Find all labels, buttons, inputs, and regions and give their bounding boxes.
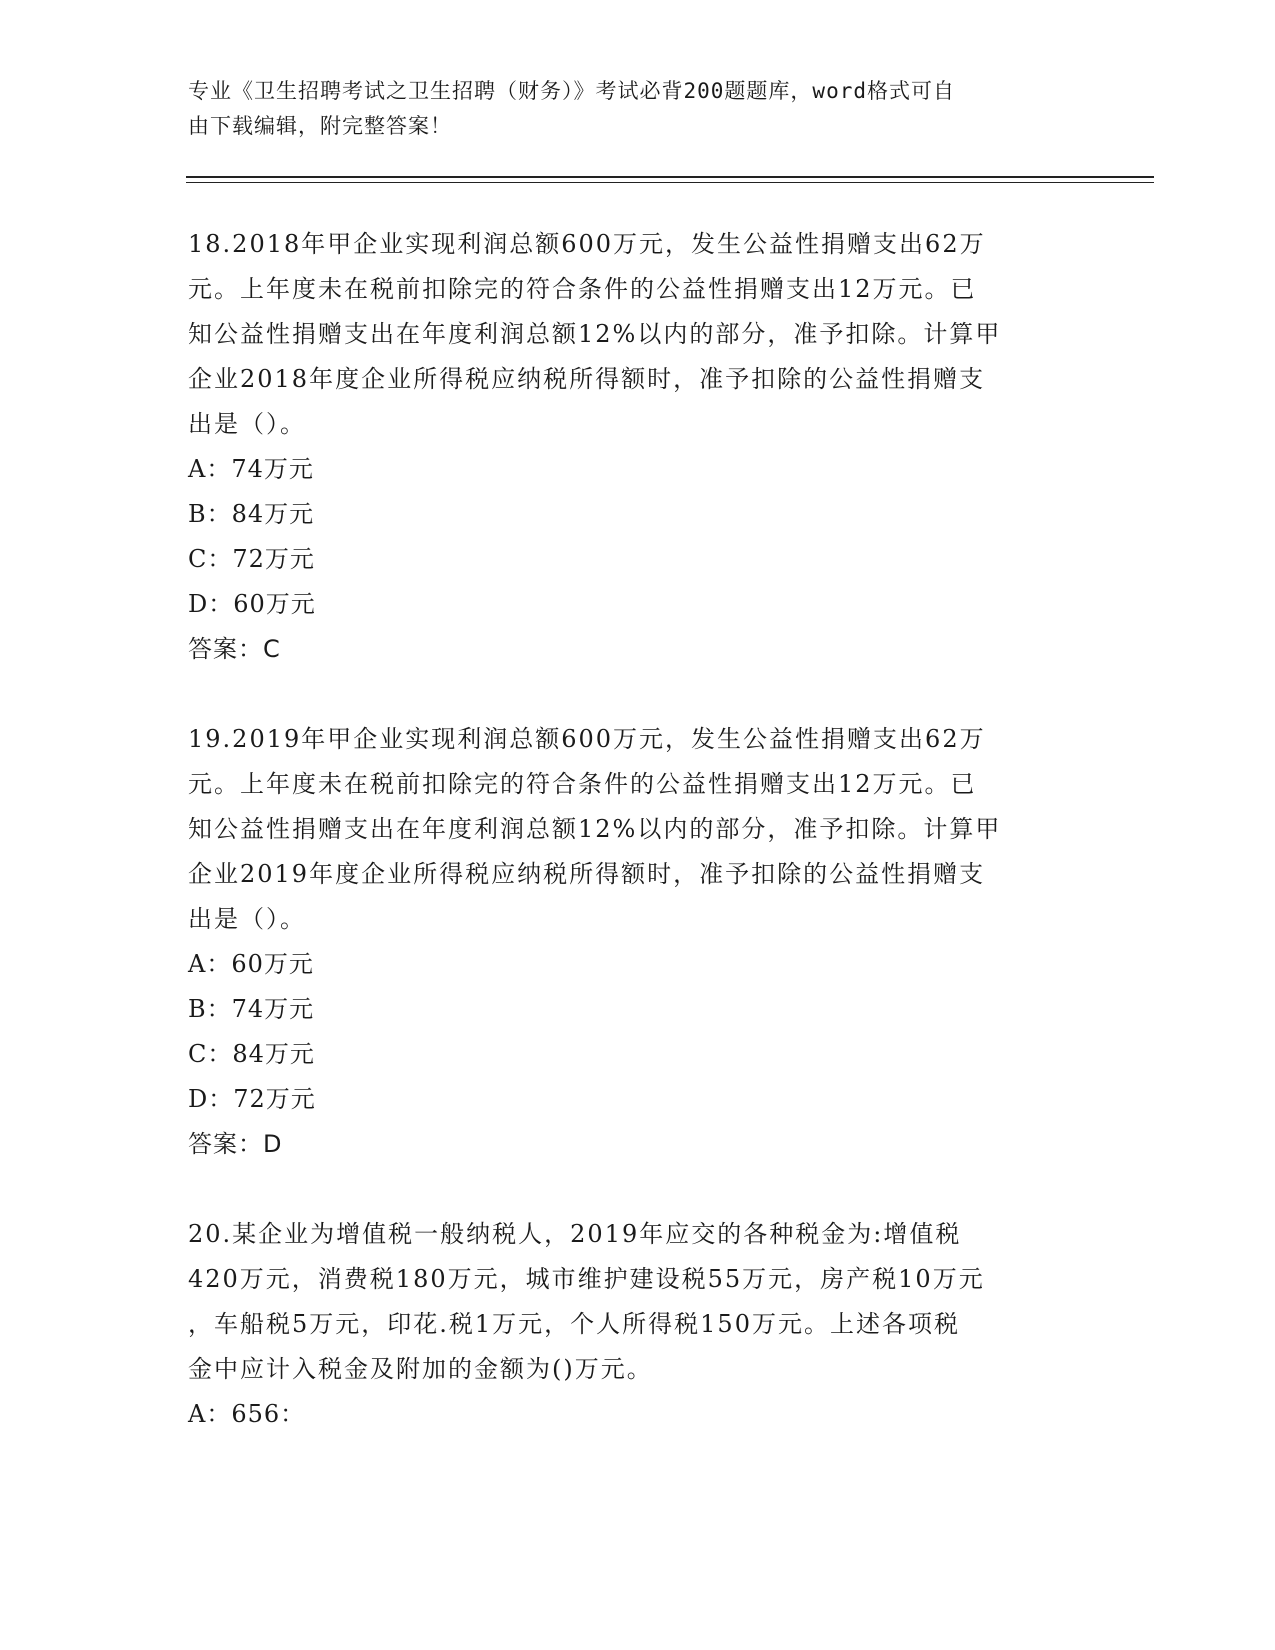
question-stem-line: 知公益性捐赠支出在年度利润总额12%以内的部分，准予扣除。计算甲: [188, 815, 1002, 843]
header-divider-thin: [186, 182, 1154, 183]
header-line-1: 专业《卫生招聘考试之卫生招聘（财务）》考试必背200题题库，word格式可自: [188, 79, 955, 103]
question-stem-line: 元。上年度未在税前扣除完的符合条件的公益性捐赠支出12万元。已: [188, 275, 977, 303]
option-a: A：74万元: [188, 455, 314, 483]
header-divider-thick: [186, 176, 1154, 178]
question-stem-line: 出是（）。: [188, 410, 306, 438]
answer-line: 答案：C: [188, 635, 281, 663]
option-c: C：72万元: [188, 545, 315, 573]
question-stem-line: 出是（）。: [188, 905, 306, 933]
document-header: [188, 74, 1068, 144]
option-a: A：656：: [188, 1400, 306, 1428]
question-stem-line: 420万元，消费税180万元，城市维护建设税55万元，房产税10万元: [188, 1265, 985, 1293]
option-d: D：72万元: [188, 1085, 316, 1113]
question-stem-line: 20.某企业为增值税一般纳税人，2019年应交的各种税金为:增值税: [188, 1220, 962, 1248]
option-c: C：84万元: [188, 1040, 315, 1068]
question-stem-line: 知公益性捐赠支出在年度利润总额12%以内的部分，准予扣除。计算甲: [188, 320, 1002, 348]
question-20: [188, 1212, 1088, 1437]
question-stem-line: 18.2018年甲企业实现利润总额600万元，发生公益性捐赠支出62万: [188, 230, 986, 258]
question-stem-line: 企业2019年度企业所得税应纳税所得额时，准予扣除的公益性捐赠支: [188, 860, 986, 888]
question-stem-line: 19.2019年甲企业实现利润总额600万元，发生公益性捐赠支出62万: [188, 725, 986, 753]
option-b: B：74万元: [188, 995, 315, 1023]
question-stem-line: 企业2018年度企业所得税应纳税所得额时，准予扣除的公益性捐赠支: [188, 365, 986, 393]
answer-line: 答案：D: [188, 1130, 283, 1158]
question-stem-line: 金中应计入税金及附加的金额为()万元。: [188, 1355, 653, 1383]
question-19: [188, 717, 1088, 1167]
question-stem-line: ，车船税5万元，印花.税1万元，个人所得税150万元。上述各项税: [188, 1310, 960, 1338]
header-line-2: 由下载编辑，附完整答案！: [188, 114, 452, 138]
option-d: D：60万元: [188, 590, 316, 618]
option-a: A：60万元: [188, 950, 314, 978]
option-b: B：84万元: [188, 500, 315, 528]
question-18: [188, 222, 1088, 672]
question-stem-line: 元。上年度未在税前扣除完的符合条件的公益性捐赠支出12万元。已: [188, 770, 977, 798]
